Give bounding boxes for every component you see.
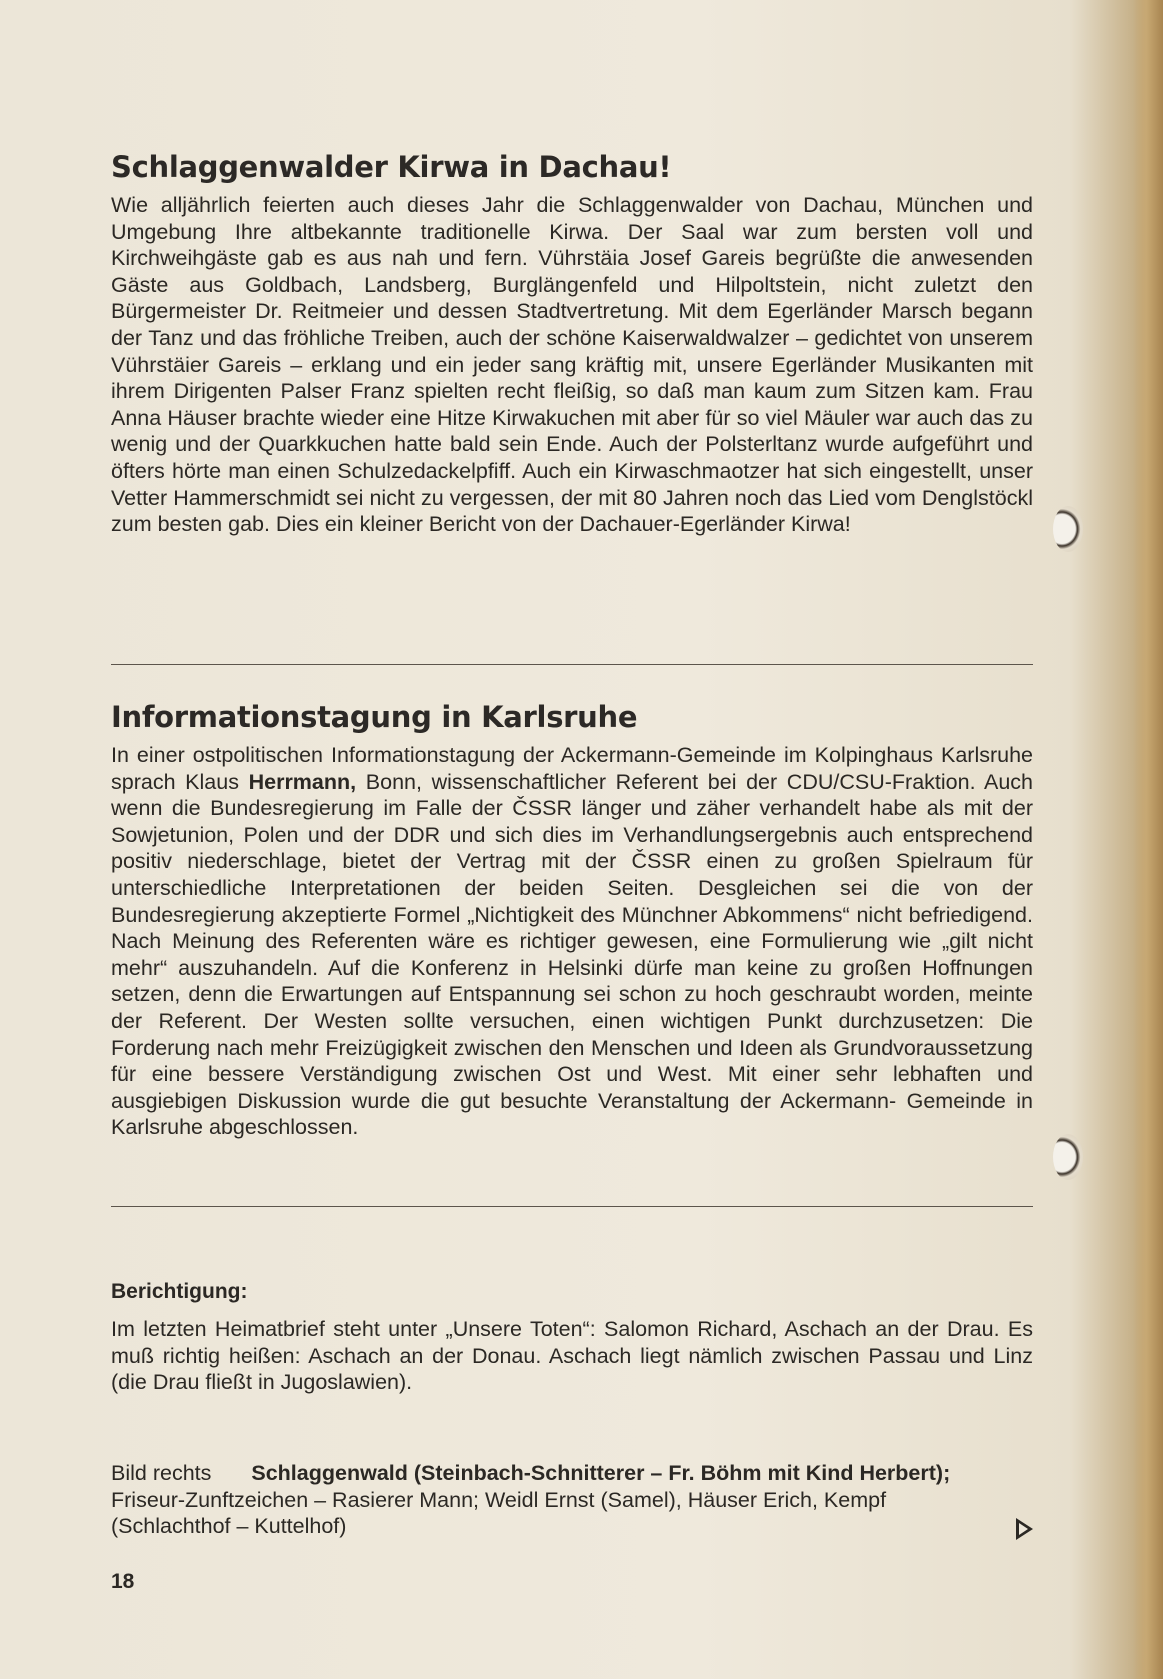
caption-place: Schlaggenwald — [251, 1461, 408, 1485]
body-part-2: Bonn, wissenschaftlicher Referent bei der CDU/CSU-Fraktion. Auch wenn die Bundesregierung im Falle der ČSSR länger und zäher verhandelt habe als mit der Sowjetunion, Polen und der DDR und sich dies im Verhandlungsergebnis auch entsprechend positiv niederschlage, bietet der Vertrag mit der ČSSR einen zu großen Spielraum für unterschiedliche Interpretationen der beiden Seiten. Desgleichen sei die von der Bundesregierung akzeptierte Formel „Nichtigkeit des Münchner Abkommens“ nicht befriedigend. Nach Meinung des Referenten wäre es richtiger gewesen, eine Formulierung wie „gilt nicht mehr“ auszuhandeln. Auf die Konferenz in Helsinki dürfe man keine zu großen Hoffnungen setzen, denn die Erwartungen auf Entspannung sei schon zu hoch geschraubt worden, meinte der Referent. Der Westen sollte versuchen, einen wichtigen Punkt durchzusetzen: Die Forderung nach mehr Freizügigkeit zwischen den Menschen und Ideen als Grundvoraussetzung für eine bessere Verständigung zwischen Ost und West. Mit einer sehr lebhaften und ausgiebigen Diskussion wurde die gut besuchte Veranstaltung der Ackermann- Gemeinde in Karlsruhe abgeschlossen. — [111, 769, 1034, 1140]
caption-line-1 — [111, 1460, 1033, 1487]
caption-line-3: (Schlachthof – Kuttelhof) — [111, 1514, 347, 1539]
image-caption — [111, 1460, 1033, 1540]
article-kirwa — [111, 150, 1033, 538]
speaker-name: Herrmann, — [248, 769, 357, 794]
article-karlsruhe-title: Informationstagung in Karlsruhe — [111, 700, 638, 734]
article-karlsruhe-body — [111, 742, 1033, 1141]
punch-hole-lower — [1053, 1134, 1083, 1180]
section-divider — [111, 664, 1033, 665]
page-number: 18 — [111, 1570, 135, 1593]
correction-title: Berichtigung: — [111, 1280, 248, 1303]
body-part-1: In einer ostpolitischen Informationstagung der Ackermann-Gemeinde im Kolpinghaus Karlsruhe sprach Klaus — [111, 743, 1033, 794]
section-divider — [111, 1206, 1033, 1207]
right-triangle-icon — [1016, 1518, 1033, 1540]
page-edge-shadow — [1133, 0, 1163, 1679]
correction-section — [111, 1280, 1033, 1396]
caption-label: Bild rechts — [111, 1461, 212, 1485]
caption-line-2: Friseur-Zunftzeichen – Rasierer Mann; Weidl Ernst (Samel), Häuser Erich, Kempf — [111, 1487, 887, 1512]
caption-line-1-rest: (Steinbach-Schnitterer – Fr. Böhm mit Kind Herbert); — [407, 1461, 951, 1485]
correction-body: Im letzten Heimatbrief steht unter „Unsere Toten“: Salomon Richard, Aschach an der Drau. Es muß richtig heißen: Aschach an der Donau. Aschach liegt nämlich zwischen Passau und Linz (die Drau fließt in Jugoslawien). — [111, 1317, 1033, 1395]
article-kirwa-title: Schlaggenwalder Kirwa in Dachau! — [111, 150, 672, 184]
punch-hole-upper — [1053, 506, 1083, 552]
article-karlsruhe — [111, 700, 1033, 1141]
article-kirwa-body: Wie alljährlich feierten auch dieses Jahr die Schlaggenwalder von Dachau, München und Umgebung Ihre altbekannte traditionelle Kirwa. Der Saal war zum bersten voll und Kirchweihgäste gab es aus nah und fern. Vührstäia Josef Gareis begrüßte die anwesenden Gäste aus Goldbach, Landsberg, Burglängenfeld und Hilpoltstein, nicht zuletzt den Bürgermeister Dr. Reitmeier und dessen Stadtvertretung. Mit dem Egerländer Marsch begann der Tanz und das fröhliche Treiben, auch der schöne Kaiserwaldwalzer – gedichtet von unserem Vührstäier Gareis – erklang und ein jeder sang kräftig mit, unsere Egerländer Musikanten mit ihrem Dirigenten Palser Franz spielten recht fleißig, so daß man kaum zum Sitzen kam. Frau Anna Häuser brachte wieder eine Hitze Kirwakuchen mit aber für so viel Mäuler war auch das zu wenig und der Quarkkuchen hatte bald sein Ende. Auch der Polsterltanz wurde aufgeführt und öfters hörte man einen Schulzedackelpfiff. Auch ein Kirwaschmaotzer hat sich eingestellt, unser Vetter Hammerschmidt sei nicht zu vergessen, der mit 80 Jahren noch das Lied vom Denglstöckl zum besten gab. Dies ein kleiner Bericht von der Dachauer-Egerländer Kirwa! — [111, 193, 1033, 537]
